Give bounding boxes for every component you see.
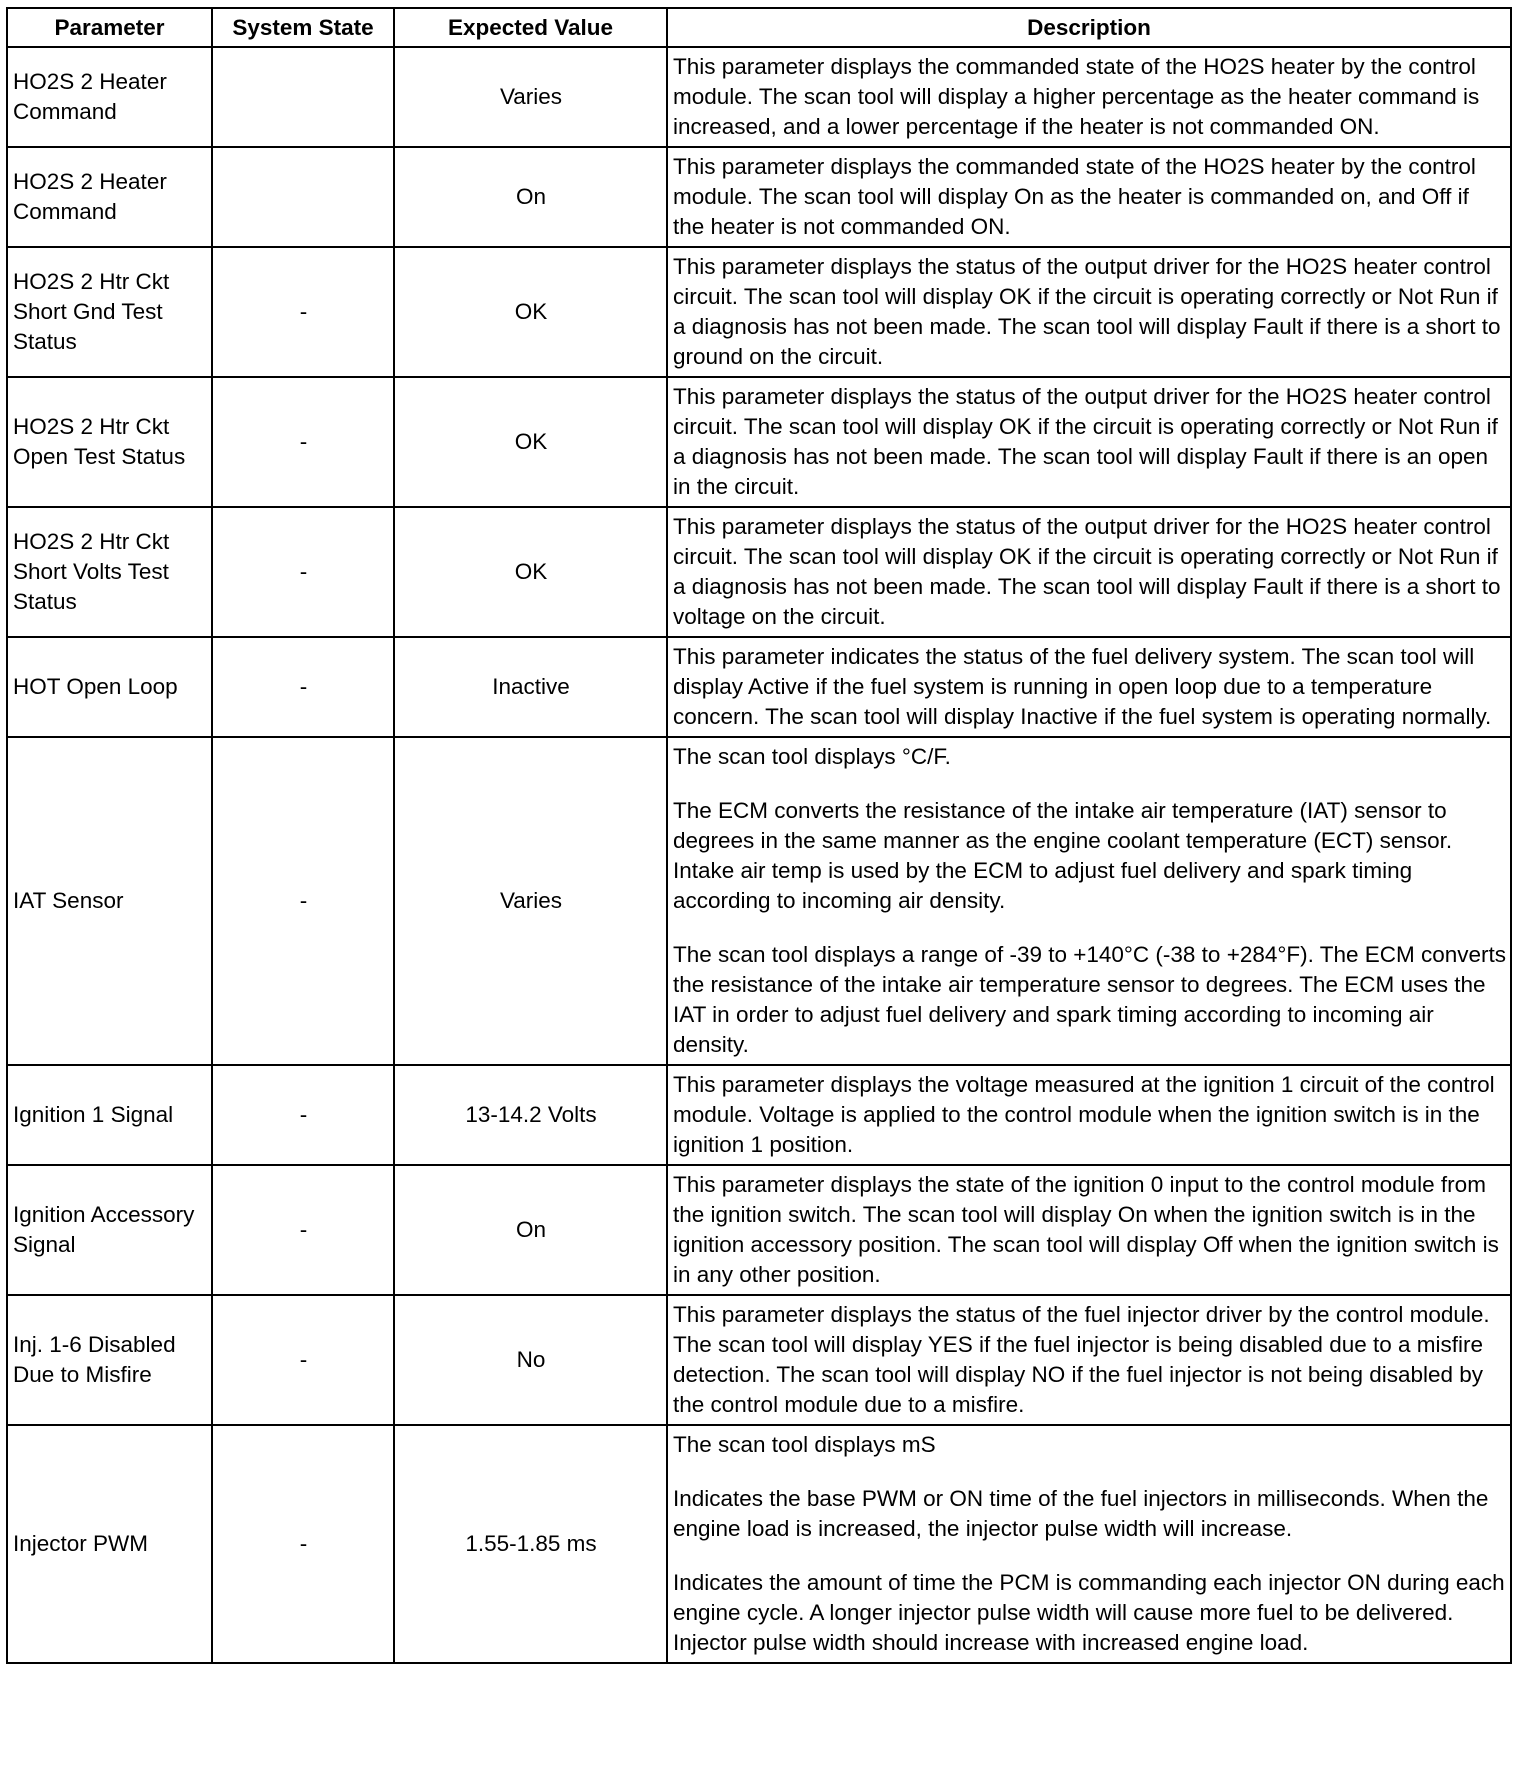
system-state-cell: -	[212, 1165, 394, 1295]
parameter-cell: Injector PWM	[7, 1425, 212, 1663]
table-row	[7, 507, 1511, 637]
header-description: Description	[667, 8, 1511, 47]
system-state-cell: -	[212, 1295, 394, 1425]
table-row	[7, 637, 1511, 737]
description-text: This parameter displays the status of the fuel injector driver by the control module. The scan tool will display YES if the fuel injector is being disabled due to a misfire detection. The scan tool will display NO if the fuel injector is not being disabled by the control module due to a misfire.	[673, 1302, 1490, 1417]
expected-value-cell: Varies	[394, 737, 667, 1065]
system-state-cell: -	[212, 507, 394, 637]
description-text: This parameter displays the commanded state of the HO2S heater by the control module. The scan tool will display a higher percentage as the heater command is increased, and a lower percentage if the heater is not commanded ON.	[673, 54, 1480, 139]
expected-value-cell: No	[394, 1295, 667, 1425]
expected-value-cell: On	[394, 1165, 667, 1295]
system-state-cell: -	[212, 1065, 394, 1165]
system-state-cell	[212, 47, 394, 147]
expected-value-cell: OK	[394, 507, 667, 637]
description-text: The scan tool displays mS	[673, 1432, 936, 1457]
expected-value-cell: OK	[394, 377, 667, 507]
system-state-cell	[212, 147, 394, 247]
table-row	[7, 147, 1511, 247]
description-cell	[667, 737, 1511, 1065]
description-cell	[667, 1065, 1511, 1165]
system-state-cell: -	[212, 737, 394, 1065]
parameter-cell: HO2S 2 Htr Ckt Short Volts Test Status	[7, 507, 212, 637]
parameter-cell: HO2S 2 Heater Command	[7, 147, 212, 247]
description-text: Indicates the amount of time the PCM is commanding each injector ON during each engine cycle. A longer injector pulse width will cause more fuel to be delivered. Injector pulse width should increase with increased engine load.	[673, 1570, 1505, 1655]
description-cell	[667, 47, 1511, 147]
parameter-cell: Ignition Accessory Signal	[7, 1165, 212, 1295]
expected-value-cell: OK	[394, 247, 667, 377]
description-cell	[667, 507, 1511, 637]
parameter-cell: Inj. 1-6 Disabled Due to Misfire	[7, 1295, 212, 1425]
description-text: This parameter displays the commanded state of the HO2S heater by the control module. The scan tool will display On as the heater is commanded on, and Off if the heater is not commanded ON.	[673, 154, 1476, 239]
header-parameter: Parameter	[7, 8, 212, 47]
system-state-cell: -	[212, 247, 394, 377]
table-row	[7, 377, 1511, 507]
system-state-cell: -	[212, 1425, 394, 1663]
expected-value-cell: Varies	[394, 47, 667, 147]
description-text: This parameter displays the status of the output driver for the HO2S heater control circuit. The scan tool will display OK if the circuit is operating correctly or Not Run if a diagnosis has not been made. The scan tool will display Fault if there is an open in the circuit.	[673, 384, 1498, 499]
table-row	[7, 1065, 1511, 1165]
expected-value-cell: On	[394, 147, 667, 247]
description-cell	[667, 1425, 1511, 1663]
header-system-state: System State	[212, 8, 394, 47]
description-cell	[667, 1295, 1511, 1425]
description-cell	[667, 247, 1511, 377]
description-cell	[667, 147, 1511, 247]
header-row	[7, 8, 1511, 47]
table-row	[7, 1295, 1511, 1425]
description-text: This parameter displays the status of the output driver for the HO2S heater control circuit. The scan tool will display OK if the circuit is operating correctly or Not Run if a diagnosis has not been made. The scan tool will display Fault if there is a short to ground on the circuit.	[673, 254, 1501, 369]
table-row	[7, 737, 1511, 1065]
system-state-cell: -	[212, 637, 394, 737]
description-text: This parameter displays the voltage measured at the ignition 1 circuit of the control module. Voltage is applied to the control module when the ignition switch is in the ignition 1 position.	[673, 1072, 1495, 1157]
table-row	[7, 1165, 1511, 1295]
parameter-table	[6, 7, 1512, 1664]
parameter-cell: HOT Open Loop	[7, 637, 212, 737]
description-cell	[667, 377, 1511, 507]
parameter-cell: HO2S 2 Htr Ckt Open Test Status	[7, 377, 212, 507]
expected-value-cell: 1.55-1.85 ms	[394, 1425, 667, 1663]
expected-value-cell: Inactive	[394, 637, 667, 737]
description-text: Indicates the base PWM or ON time of the fuel injectors in milliseconds. When the engine load is increased, the injector pulse width will increase.	[673, 1486, 1489, 1541]
description-text: The scan tool displays °C/F.	[673, 744, 951, 769]
expected-value-cell: 13-14.2 Volts	[394, 1065, 667, 1165]
header-expected-value: Expected Value	[394, 8, 667, 47]
description-text: This parameter displays the status of the output driver for the HO2S heater control circuit. The scan tool will display OK if the circuit is operating correctly or Not Run if a diagnosis has not been made. The scan tool will display Fault if there is a short to voltage on the circuit.	[673, 514, 1501, 629]
system-state-cell: -	[212, 377, 394, 507]
description-text: The scan tool displays a range of -39 to +140°C (-38 to +284°F). The ECM converts the resistance of the intake air temperature sensor to degrees. The ECM uses the IAT in order to adjust fuel delivery and spark timing according to incoming air density.	[673, 942, 1507, 1057]
parameter-cell: Ignition 1 Signal	[7, 1065, 212, 1165]
table-row	[7, 1425, 1511, 1663]
parameter-cell: HO2S 2 Heater Command	[7, 47, 212, 147]
description-text: This parameter indicates the status of the fuel delivery system. The scan tool will display Active if the fuel system is running in open loop due to a temperature concern. The scan tool will display Inactive if the fuel system is operating normally.	[673, 644, 1492, 729]
table-row	[7, 47, 1511, 147]
parameter-cell: IAT Sensor	[7, 737, 212, 1065]
description-text: The ECM converts the resistance of the intake air temperature (IAT) sensor to degrees in the same manner as the engine coolant temperature (ECT) sensor. Intake air temp is used by the ECM to adjust fuel delivery and spark timing according to incoming air density.	[673, 798, 1453, 913]
description-text: This parameter displays the state of the ignition 0 input to the control module from the ignition switch. The scan tool will display On when the ignition switch is in the ignition accessory position. The scan tool will display Off when the ignition switch is in any other position.	[673, 1172, 1499, 1287]
parameter-cell: HO2S 2 Htr Ckt Short Gnd Test Status	[7, 247, 212, 377]
table-row	[7, 247, 1511, 377]
description-cell	[667, 1165, 1511, 1295]
description-cell	[667, 637, 1511, 737]
